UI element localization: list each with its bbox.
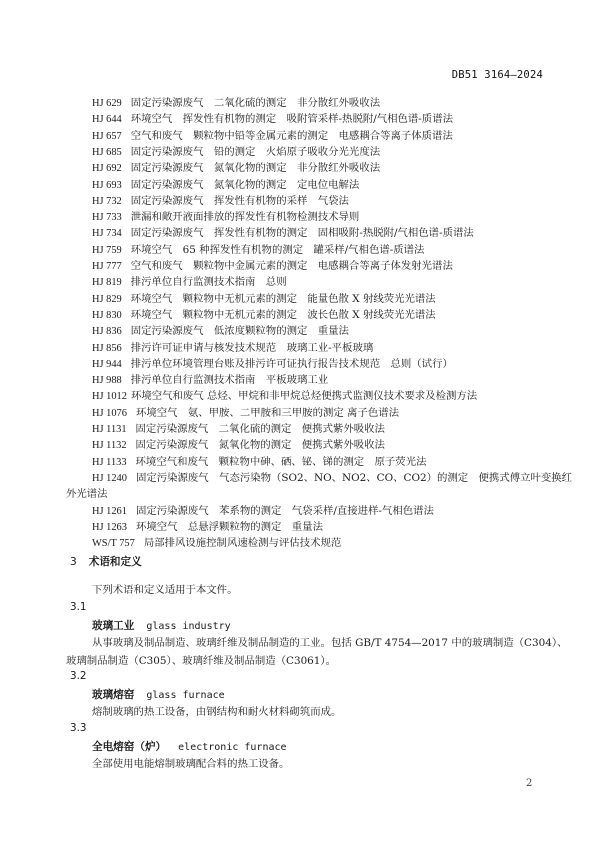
term-definition: 全部使用电能熔制玻璃配合料的热工设备。: [92, 758, 290, 770]
reference-code: HJ 819: [92, 277, 122, 289]
reference-title: 排污单位自行监测技术指南 总则: [130, 276, 287, 289]
term-definition-continuation: 玻璃制品制造（C305）、玻璃纤维及制品制造（C3061）。: [66, 655, 336, 667]
term-zh: 玻璃工业: [92, 620, 135, 632]
reference-title: 固定污染源废气 二氧化硫的测定 非分散红外吸收法: [130, 97, 381, 109]
clause-number: 3.1: [70, 601, 87, 613]
term-zh: 全电熔窑（炉）: [92, 741, 167, 753]
reference-title: 环境空气 总悬浮颗粒物的测定 重量法: [135, 520, 323, 533]
reference-title: 固定污染源废气 铅的测定 火焰原子吸收分光光度法: [130, 145, 381, 158]
reference-item: [92, 291, 436, 308]
reference-item: [92, 128, 453, 145]
reference-code: HJ 685: [92, 146, 122, 158]
reference-item: [92, 274, 287, 291]
reference-item: [92, 225, 474, 242]
reference-title: 空气和废气 颗粒物中铅等金属元素的测定 电感耦合等离子体质谱法: [130, 129, 453, 142]
reference-code: HJ 1012: [92, 391, 127, 403]
reference-title: 环境空气 颗粒物中无机元素的测定 波长色散 X 射线荧光光谱法: [130, 308, 436, 321]
term-en: glass industry: [146, 621, 231, 632]
reference-item: [92, 535, 341, 552]
reference-code: HJ 1133: [92, 456, 127, 468]
reference-code: HJ 732: [92, 195, 122, 207]
reference-code: HJ 777: [92, 261, 122, 272]
reference-code: HJ 1076: [92, 407, 127, 419]
reference-title: 空气和废气 颗粒物中金属元素的测定 电感耦合等离子体发射光谱法: [130, 260, 453, 272]
reference-item: [92, 340, 373, 357]
standard-code-header: DB51 3164—2024: [451, 69, 543, 81]
term-definition: 熔制玻璃的热工设备，由钢结构和耐火材料砌筑而成。: [92, 706, 342, 718]
reference-code: HJ 629: [92, 98, 122, 109]
reference-code: HJ 692: [92, 163, 122, 175]
reference-item: [92, 160, 380, 177]
term-en: electronic furnace: [178, 742, 287, 753]
reference-title: 固定污染源废气 苯系物的测定 气袋采样/直接进样-气相色谱法: [135, 504, 434, 517]
reference-item: [92, 519, 323, 536]
reference-title: 排污单位环境管理台账及排污许可证执行报告技术规范 总则（试行）: [130, 357, 453, 370]
section-title: 术语和定义: [88, 556, 142, 568]
reference-code: HJ 1240: [92, 472, 127, 484]
reference-title: 排污许可证申请与核发技术规范 玻璃工业-平板玻璃: [130, 341, 374, 354]
reference-title: 固定污染源废气 挥发性有机物的采样 气袋法: [130, 194, 349, 207]
reference-title: 环境空气 挥发性有机物的测定 吸附管采样-热脱附/气相色谱-质谱法: [130, 113, 453, 126]
reference-item: [92, 454, 426, 471]
reference-code: HJ 644: [92, 114, 122, 126]
reference-item: [92, 356, 453, 373]
reference-title: 环境空气和废气 总烃、甲烷和非甲烷总烃便携式监测仪技术要求及检测方法: [130, 390, 478, 403]
reference-title: 排污单位自行监测技术指南 平板玻璃工业: [130, 374, 329, 387]
reference-code: HJ 944: [92, 358, 122, 370]
page-number: 2: [526, 778, 533, 789]
reference-item: [92, 209, 359, 226]
reference-code: HJ 1131: [92, 424, 127, 435]
reference-title: 局部排风设施控制风速检测与评估技术规范: [143, 537, 342, 550]
reference-code: HJ 988: [92, 375, 122, 387]
reference-item: [92, 307, 436, 324]
reference-item: [92, 437, 385, 454]
term-entry: [92, 739, 287, 754]
reference-code: WS/T 757: [92, 538, 135, 550]
section-number: 3: [70, 556, 77, 568]
reference-code: HJ 830: [92, 309, 122, 321]
clause-number: 3.2: [70, 670, 87, 682]
term-definition: 从事玻璃及制品制造、玻璃纤维及制品制造的工业。包括 GB/T 4754—2017 中的玻璃制造（C304）、: [92, 637, 568, 649]
reference-item: [92, 421, 385, 438]
reference-item: [92, 95, 380, 112]
clause-number: 3.3: [70, 722, 87, 734]
reference-item: [92, 405, 399, 422]
reference-code: HJ 829: [92, 293, 122, 305]
reference-title: 固定污染源废气 氮氧化物的测定 定电位电解法: [130, 178, 360, 191]
reference-code: HJ 693: [92, 179, 122, 191]
reference-title: 固定污染源废气 低浓度颗粒物的测定 重量法: [130, 325, 349, 338]
reference-title: 固定污染源废气 气态污染物（SO2、NO、NO2、CO、CO2）的测定 便携式傅立叶变换红: [135, 471, 573, 484]
term-entry: [92, 687, 225, 702]
reference-item: [92, 388, 477, 405]
reference-code: HJ 734: [92, 228, 122, 240]
term-en: glass furnace: [146, 690, 225, 701]
term-zh: 玻璃熔窑: [92, 689, 135, 701]
reference-code: HJ 856: [92, 342, 122, 354]
reference-code: HJ 657: [92, 130, 122, 142]
reference-code: HJ 733: [92, 212, 122, 224]
reference-item: [92, 323, 349, 340]
reference-code: HJ 1263: [92, 521, 127, 533]
reference-item: [92, 470, 572, 487]
reference-item: [92, 242, 424, 259]
reference-title: 固定污染源废气 二氧化硫的测定 便携式紫外吸收法: [135, 423, 385, 435]
reference-item: [92, 177, 359, 194]
reference-title: 泄漏和敞开液面排放的挥发性有机物检测技术导则: [130, 211, 360, 224]
reference-code: HJ 836: [92, 326, 122, 338]
reference-item: [92, 372, 328, 389]
reference-title: 环境空气 65 种挥发性有机物的测定 罐采样/气相色谱-质谱法: [130, 243, 425, 256]
reference-item: [92, 144, 380, 161]
reference-title-continuation: 外光谱法: [66, 488, 108, 501]
reference-title: 固定污染源废气 氮氧化物的测定 便携式紫外吸收法: [135, 439, 385, 452]
reference-code: HJ 1261: [92, 505, 127, 517]
section-heading: [70, 554, 142, 569]
reference-code: HJ 759: [92, 244, 122, 256]
reference-title: 环境空气和废气 颗粒物中砷、硒、铋、锑的测定 原子荧光法: [135, 455, 427, 468]
reference-title: 固定污染源废气 挥发性有机物的测定 固相吸附-热脱附/气相色谱-质谱法: [130, 227, 474, 240]
section-intro: 下列术语和定义适用于本文件。: [92, 584, 238, 596]
reference-item: [92, 111, 453, 128]
reference-item: [92, 193, 349, 210]
reference-title: 固定污染源废气 氮氧化物的测定 非分散红外吸收法: [130, 162, 381, 175]
term-entry: [92, 618, 231, 633]
reference-code: HJ 1132: [92, 440, 127, 452]
reference-item: [92, 503, 434, 520]
reference-title: 环境空气 颗粒物中无机元素的测定 能量色散 X 射线荧光光谱法: [130, 292, 436, 305]
reference-item: [92, 258, 453, 275]
reference-title: 环境空气 氨、甲胺、二甲胺和三甲胺的测定 离子色谱法: [135, 406, 400, 419]
